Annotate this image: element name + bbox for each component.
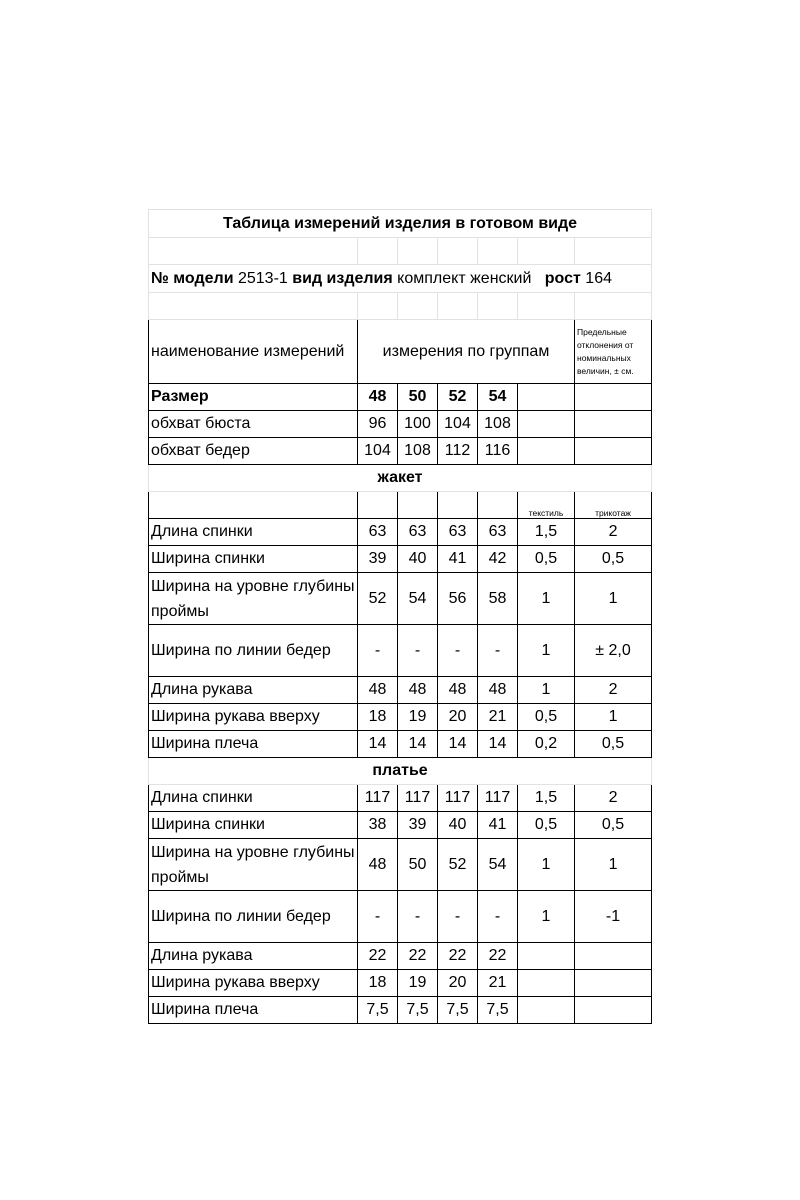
tolerance-knit: 1 — [575, 839, 652, 891]
size-label: Размер — [149, 384, 358, 411]
section-title-row — [149, 465, 652, 492]
table-row — [149, 839, 652, 891]
spacer-row — [149, 293, 652, 320]
tolerance-knit — [575, 970, 652, 997]
model-label: № модели — [151, 269, 234, 287]
tolerance-knit: 2 — [575, 519, 652, 546]
height-label: рост — [544, 269, 581, 287]
empty-cell — [478, 492, 518, 519]
table-row — [149, 891, 652, 943]
header-tolerance-col: Предельные отклонения от номинальных величин, ± см. — [575, 320, 652, 384]
size-row — [149, 384, 652, 411]
value-cell: 18 — [358, 970, 398, 997]
row-label: Длина рукава — [149, 677, 358, 704]
table-row — [149, 785, 652, 812]
value-cell: 19 — [398, 704, 438, 731]
table-row — [149, 731, 652, 758]
value-cell: 52 — [358, 573, 398, 625]
tolerance-knit: 2 — [575, 677, 652, 704]
value-cell: 18 — [358, 704, 398, 731]
row-label: Ширина на уровне глубины проймы — [149, 839, 358, 891]
value-cell: - — [438, 891, 478, 943]
row-label: Длина спинки — [149, 519, 358, 546]
sheet-title: Таблица измерений изделия в готовом виде — [149, 210, 652, 238]
value-cell: 48 — [358, 839, 398, 891]
row-label: Ширина рукава вверху — [149, 704, 358, 731]
value-cell: 104 — [358, 438, 398, 465]
row-label: Длина рукава — [149, 943, 358, 970]
title-row — [149, 210, 652, 238]
value-cell: 7,5 — [438, 997, 478, 1024]
value-cell: 48 — [438, 677, 478, 704]
section-title-row — [149, 758, 652, 785]
value-cell: 14 — [358, 731, 398, 758]
empty-cell — [438, 492, 478, 519]
tolerance-textile: 1,5 — [518, 519, 575, 546]
empty-cell — [575, 411, 652, 438]
measurement-table — [148, 209, 652, 1024]
height-value: 164 — [585, 269, 612, 287]
subheader-row — [149, 492, 652, 519]
spacer-row — [149, 238, 652, 265]
value-cell: 52 — [438, 839, 478, 891]
empty-cell — [149, 492, 358, 519]
tolerance-textile — [518, 970, 575, 997]
value-cell: 54 — [478, 839, 518, 891]
value-cell: 58 — [478, 573, 518, 625]
value-cell: - — [358, 891, 398, 943]
value-cell: 21 — [478, 704, 518, 731]
value-cell: 40 — [398, 546, 438, 573]
kind-value: комплект женский — [397, 269, 532, 287]
row-label: обхват бюста — [149, 411, 358, 438]
size-50: 50 — [398, 384, 438, 411]
subheader-textile: текстиль — [518, 492, 575, 519]
value-cell: 117 — [358, 785, 398, 812]
value-cell: 108 — [478, 411, 518, 438]
value-cell: 117 — [438, 785, 478, 812]
value-cell: 63 — [478, 519, 518, 546]
section-title: платье — [149, 758, 652, 785]
tolerance-textile: 0,2 — [518, 731, 575, 758]
table-row — [149, 519, 652, 546]
value-cell: 7,5 — [398, 997, 438, 1024]
value-cell: - — [438, 625, 478, 677]
table-row — [149, 411, 652, 438]
value-cell: 100 — [398, 411, 438, 438]
value-cell: 108 — [398, 438, 438, 465]
value-cell: 22 — [438, 943, 478, 970]
tolerance-textile — [518, 943, 575, 970]
value-cell: 116 — [478, 438, 518, 465]
value-cell: - — [398, 891, 438, 943]
empty-cell — [358, 492, 398, 519]
tolerance-textile: 1 — [518, 891, 575, 943]
table-row — [149, 812, 652, 839]
tolerance-textile: 0,5 — [518, 546, 575, 573]
size-54: 54 — [478, 384, 518, 411]
value-cell: 7,5 — [478, 997, 518, 1024]
tolerance-knit: -1 — [575, 891, 652, 943]
table-row — [149, 573, 652, 625]
value-cell: 117 — [478, 785, 518, 812]
value-cell: 14 — [478, 731, 518, 758]
value-cell: 96 — [358, 411, 398, 438]
value-cell: 48 — [478, 677, 518, 704]
tolerance-textile: 1 — [518, 573, 575, 625]
model-row — [149, 265, 652, 293]
value-cell: 54 — [398, 573, 438, 625]
empty-cell — [398, 492, 438, 519]
row-label: Ширина на уровне глубины проймы — [149, 573, 358, 625]
value-cell: - — [358, 625, 398, 677]
tolerance-knit: ± 2,0 — [575, 625, 652, 677]
value-cell: 40 — [438, 812, 478, 839]
section-title: жакет — [149, 465, 652, 492]
model-value: 2513-1 — [237, 269, 288, 287]
value-cell: - — [478, 625, 518, 677]
row-label: Ширина рукава вверху — [149, 970, 358, 997]
size-48: 48 — [358, 384, 398, 411]
size-52: 52 — [438, 384, 478, 411]
value-cell: 20 — [438, 970, 478, 997]
tolerance-knit: 0,5 — [575, 731, 652, 758]
row-label: Ширина спинки — [149, 546, 358, 573]
tolerance-knit: 0,5 — [575, 812, 652, 839]
value-cell: 41 — [438, 546, 478, 573]
value-cell: 7,5 — [358, 997, 398, 1024]
table-row — [149, 943, 652, 970]
empty-cell — [575, 438, 652, 465]
tolerance-textile: 0,5 — [518, 704, 575, 731]
row-label: обхват бедер — [149, 438, 358, 465]
subheader-knit: трикотаж — [575, 492, 652, 519]
value-cell: 112 — [438, 438, 478, 465]
value-cell: 63 — [358, 519, 398, 546]
value-cell: 56 — [438, 573, 478, 625]
measurement-sheet — [148, 209, 651, 1024]
table-row — [149, 438, 652, 465]
tolerance-knit: 1 — [575, 704, 652, 731]
row-label: Ширина по линии бедер — [149, 891, 358, 943]
table-row — [149, 997, 652, 1024]
row-label: Ширина плеча — [149, 731, 358, 758]
tolerance-textile — [518, 997, 575, 1024]
table-row — [149, 704, 652, 731]
value-cell: 22 — [478, 943, 518, 970]
row-label: Ширина плеча — [149, 997, 358, 1024]
tolerance-knit — [575, 997, 652, 1024]
value-cell: 14 — [438, 731, 478, 758]
tolerance-textile: 0,5 — [518, 812, 575, 839]
section-measurements — [149, 465, 652, 1024]
tolerance-knit — [575, 943, 652, 970]
value-cell: - — [478, 891, 518, 943]
empty-cell — [518, 411, 575, 438]
value-cell: - — [398, 625, 438, 677]
value-cell: 63 — [438, 519, 478, 546]
tolerance-textile: 1,5 — [518, 785, 575, 812]
table-row — [149, 625, 652, 677]
kind-label: вид изделия — [292, 269, 393, 287]
value-cell: 41 — [478, 812, 518, 839]
value-cell: 63 — [398, 519, 438, 546]
tolerance-knit: 0,5 — [575, 546, 652, 573]
value-cell: 22 — [358, 943, 398, 970]
tolerance-textile: 1 — [518, 839, 575, 891]
value-cell: 104 — [438, 411, 478, 438]
base-measurements — [149, 411, 652, 465]
row-label: Ширина спинки — [149, 812, 358, 839]
header-name-col: наименование измерений — [149, 320, 358, 384]
table-row — [149, 677, 652, 704]
value-cell: 21 — [478, 970, 518, 997]
value-cell: 19 — [398, 970, 438, 997]
value-cell: 38 — [358, 812, 398, 839]
row-label: Ширина по линии бедер — [149, 625, 358, 677]
value-cell: 117 — [398, 785, 438, 812]
row-label: Длина спинки — [149, 785, 358, 812]
header-row — [149, 320, 652, 384]
empty-cell — [518, 438, 575, 465]
value-cell: 39 — [398, 812, 438, 839]
value-cell: 48 — [398, 677, 438, 704]
table-row — [149, 546, 652, 573]
model-line — [149, 265, 652, 293]
tolerance-textile: 1 — [518, 677, 575, 704]
tolerance-knit: 1 — [575, 573, 652, 625]
tolerance-knit: 2 — [575, 785, 652, 812]
value-cell: 42 — [478, 546, 518, 573]
value-cell: 22 — [398, 943, 438, 970]
value-cell: 39 — [358, 546, 398, 573]
value-cell: 20 — [438, 704, 478, 731]
table-row — [149, 970, 652, 997]
tolerance-textile: 1 — [518, 625, 575, 677]
value-cell: 48 — [358, 677, 398, 704]
value-cell: 14 — [398, 731, 438, 758]
value-cell: 50 — [398, 839, 438, 891]
header-groups-col: измерения по группам — [358, 320, 575, 384]
